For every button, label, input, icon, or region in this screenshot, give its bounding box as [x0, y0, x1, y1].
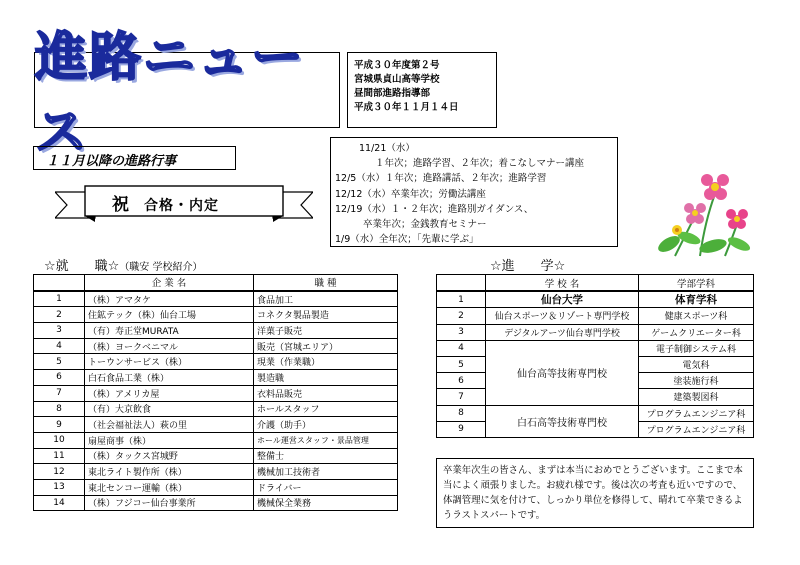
- dept-name: 電気科: [639, 356, 754, 372]
- row-number: 1: [34, 291, 85, 307]
- dept-name: 体育学科: [639, 291, 754, 308]
- row-number: 8: [34, 401, 85, 417]
- table-row: [437, 405, 754, 421]
- job-type: ホール運営スタッフ・景品管理: [254, 432, 398, 448]
- row-number: 7: [34, 385, 85, 401]
- schedule-box: [330, 137, 618, 247]
- row-number: 6: [34, 370, 85, 386]
- job-type: 機械保全業務: [254, 495, 398, 511]
- dept-name: 塗装施行科: [639, 373, 754, 389]
- row-number: 10: [34, 432, 85, 448]
- col-no-header: [437, 275, 486, 292]
- company-name: トーウンサービス（株）: [85, 354, 254, 370]
- schedule-line: 1/9（水）全年次；「先輩に学ぶ」: [335, 234, 479, 246]
- schedule-line: 11/21（水）: [359, 143, 415, 154]
- school-name: デジタルアーツ仙台専門学校: [486, 324, 639, 340]
- dept-name: プログラムエンジニア科: [639, 405, 754, 421]
- schedule-line: 12/5（水）１年次；進路講話、２年次；進路学習: [335, 173, 547, 185]
- company-name: （有）大京飲食: [85, 401, 254, 417]
- col-company-header: 企 業 名: [85, 275, 254, 291]
- row-number: 4: [34, 338, 85, 354]
- table-row: [34, 495, 398, 511]
- jobs-table: [33, 274, 398, 511]
- jobs-heading-sub: （職安 学校紹介）: [119, 262, 203, 273]
- company-name: （株）アマタケ: [85, 291, 254, 307]
- dept-name: ゲームクリエーター科: [639, 324, 754, 340]
- issue-number: 平成３０年度第２号: [354, 60, 440, 71]
- company-name: （株）アメリカ屋: [85, 385, 254, 401]
- row-number: 9: [34, 417, 85, 433]
- table-row: [34, 448, 398, 464]
- graduate-message: 卒業年次生の皆さん、まずは本当におめでとうございます。ここまで本当によく頑張りました。お疲れ様です。後は次の考査も近いですので、体調管理に気を付けて、しっかり単位を修得して、晴れて卒業できるようラストスパートです。: [436, 458, 754, 528]
- job-type: 介護（助手）: [254, 417, 398, 433]
- row-number: 5: [437, 356, 486, 372]
- row-number: 4: [437, 340, 486, 356]
- job-type: 洋菓子販売: [254, 323, 398, 339]
- table-row: [437, 308, 754, 324]
- col-job-header: 職 種: [254, 275, 398, 291]
- table-row: [34, 479, 398, 495]
- ribbon-iwai: 祝: [112, 195, 130, 215]
- school-name: 宮城県貞山高等学校: [354, 74, 440, 85]
- row-number: 14: [34, 495, 85, 511]
- company-name: 白石食品工業（株）: [85, 370, 254, 386]
- company-name: （株）フジコー仙台事業所: [85, 495, 254, 511]
- table-row: [34, 291, 398, 307]
- row-number: 3: [34, 323, 85, 339]
- newsletter-title: 進路ニュース: [35, 28, 306, 163]
- schedule-line: 12/19（水）１・２年次；進路別ガイダンス、: [335, 203, 534, 215]
- row-number: 12: [34, 464, 85, 480]
- company-name: 東北ライト製作所（株）: [85, 464, 254, 480]
- ribbon-text: [112, 190, 219, 215]
- row-number: 7: [437, 389, 486, 405]
- schools-heading: ☆進 学☆: [490, 259, 566, 274]
- job-type: ドライバー: [254, 479, 398, 495]
- table-row: [34, 370, 398, 386]
- jobs-heading-title: ☆就 職☆: [44, 259, 120, 274]
- row-number: 2: [437, 308, 486, 324]
- table-row: [437, 291, 754, 308]
- issue-info-box: [347, 52, 497, 128]
- jobs-table-body: [34, 291, 398, 511]
- school-name: 仙台大学: [486, 291, 639, 308]
- col-school-header: 学 校 名: [486, 275, 639, 292]
- dept-name: 建築製図科: [639, 389, 754, 405]
- row-number: 1: [437, 291, 486, 308]
- row-number: 3: [437, 324, 486, 340]
- dept-name: プログラムエンジニア科: [639, 421, 754, 437]
- company-name: （有）寿正堂MURATA: [85, 323, 254, 339]
- job-type: 販売（宮城エリア）: [254, 338, 398, 354]
- row-number: 5: [34, 354, 85, 370]
- schedule-line: 12/12（水）卒業年次；労働法講座: [335, 188, 486, 200]
- table-row: [437, 324, 754, 340]
- row-number: 13: [34, 479, 85, 495]
- row-number: 8: [437, 405, 486, 421]
- company-name: （社会福祉法人）萩の里: [85, 417, 254, 433]
- table-row: [34, 354, 398, 370]
- table-row: [34, 307, 398, 323]
- table-row: [437, 340, 754, 356]
- job-type: ホールスタッフ: [254, 401, 398, 417]
- company-name: （株）タックス宮城野: [85, 448, 254, 464]
- row-number: 2: [34, 307, 85, 323]
- school-name: 仙台スポーツ＆リゾート専門学校: [486, 308, 639, 324]
- dept-name: 電子制御システム科: [639, 340, 754, 356]
- table-header-row: [437, 275, 754, 292]
- job-type: 現業（作業職）: [254, 354, 398, 370]
- job-type: コネクタ製品製造: [254, 307, 398, 323]
- table-row: [34, 323, 398, 339]
- job-type: 食品加工: [254, 291, 398, 307]
- school-name: 仙台高等技術専門校: [486, 340, 639, 405]
- ribbon-label: 合格・内定: [144, 198, 219, 214]
- school-name: 白石高等技術専門校: [486, 405, 639, 437]
- table-header-row: [34, 275, 398, 291]
- col-no-header: [34, 275, 85, 291]
- table-row: [34, 464, 398, 480]
- flower-illustration: [655, 166, 755, 258]
- company-name: 東北センコー運輸（株）: [85, 479, 254, 495]
- table-row: [34, 417, 398, 433]
- row-number: 6: [437, 373, 486, 389]
- row-number: 9: [437, 421, 486, 437]
- schedule-line: １年次；進路学習、２年次；着こなしマナー講座: [375, 158, 585, 170]
- job-type: 衣料品販売: [254, 385, 398, 401]
- dept-name: 健康スポーツ科: [639, 308, 754, 324]
- schools-table: [436, 274, 754, 438]
- company-name: 扇屋商事（株）: [85, 432, 254, 448]
- jobs-heading: [44, 255, 203, 274]
- department-name: 昼間部進路指導部: [354, 88, 431, 99]
- table-row: [34, 338, 398, 354]
- issue-date: 平成３０年１１月１４日: [354, 102, 459, 113]
- company-name: （株）ヨークベニマル: [85, 338, 254, 354]
- job-type: 製造職: [254, 370, 398, 386]
- col-dept-header: 学部学科: [639, 275, 754, 292]
- table-row: [34, 401, 398, 417]
- schedule-line: 卒業年次；金銭教育セミナー: [363, 219, 487, 231]
- job-type: 整備士: [254, 448, 398, 464]
- events-heading: １１月以降の進路行事: [33, 146, 236, 170]
- company-name: 住鉱テック（株）仙台工場: [85, 307, 254, 323]
- table-row: [34, 385, 398, 401]
- row-number: 11: [34, 448, 85, 464]
- job-type: 機械加工技術者: [254, 464, 398, 480]
- table-row: [34, 432, 398, 448]
